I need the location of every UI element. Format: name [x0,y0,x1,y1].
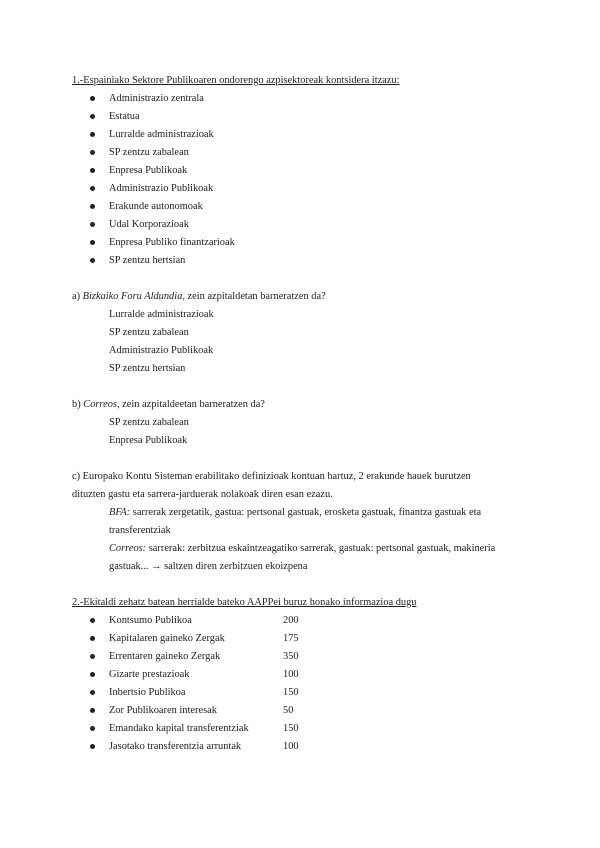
row-value: 150 [283,723,299,734]
list-item: Enpresa Publikoak [90,162,534,180]
row-label: Zor Publikoaren interesak [90,702,283,720]
row-value: 50 [283,705,294,716]
list-item: Erakunde autonomoak [90,198,534,216]
row-label: Inbertsio Publikoa [90,684,283,702]
subsector-list [72,90,534,270]
list-item: SP zentzu zabalean [90,144,534,162]
row-value: 350 [283,651,299,662]
list-item: Enpresa Publiko finantzarioak [90,234,534,252]
answer-line: Lurralde administrazioak [109,309,214,320]
list-item: Lurralde administrazioak [90,126,534,144]
section1-heading: 1.-Espainiako Sektore Publikoaren ondorengo azpisektoreak kontsidera itzazu: [72,75,400,86]
aapp-data-table [90,612,343,756]
answer-line: SP zentzu zabalean [109,417,189,428]
table-row [90,648,343,666]
correos-answer [109,540,534,558]
question-a [72,288,534,306]
row-value: 175 [283,633,299,644]
table-row [90,702,343,720]
answer-b-block [72,414,534,450]
list-item: Administrazio zentrala [90,90,534,108]
answer-line: SP zentzu zabalean [109,327,189,338]
list-item: SP zentzu hertsian [90,252,534,270]
answer-line: SP zentzu hertsian [109,363,186,374]
table-row [90,720,343,738]
bfa-label: BFA: [109,507,131,518]
bfa-answer [109,504,534,522]
correos-text: sarrerak: zerbitzua eskaintzeagatiko sarrerak, gastuak: pertsonal gastuak, makineria [146,543,496,554]
correos-label: Correos: [109,543,147,554]
table-row [90,666,343,684]
row-label: Kapitalaren gaineko Zergak [90,630,283,648]
row-label: Errentaren gaineko Zergak [90,648,283,666]
question-a-text: zein azpitaldetan barneratzen da? [184,291,326,302]
bfa-text: sarrerak zergetatik, gastua: pertsonal gastuak, erosketa gastuak, finantza gastuak eta [130,507,482,518]
row-label: Emandako kapital transferentziak [90,720,283,738]
answer-c-block [72,504,534,576]
question-a-subject: Bizkaiko Foru Aldundia, [82,291,185,302]
row-value: 150 [283,687,299,698]
question-b-prefix: b) [72,399,84,410]
row-value: 200 [283,615,299,626]
row-label: Jasotako transferentzia arruntak [90,738,283,756]
question-c-line2: dituzten gastu eta sarrera-jarduerak nolakoak diren esan ezazu. [72,489,333,500]
row-value: 100 [283,741,299,752]
table-row [90,738,343,756]
answer-a-block [72,306,534,378]
table-row [90,630,343,648]
question-a-prefix: a) [72,291,83,302]
table-row [90,684,343,702]
correos-answer-cont: gastuak... → saltzen diren zerbitzuen ekoizpena [109,561,308,572]
row-label: Kontsumo Publikoa [90,612,283,630]
question-c-line1: c) Europako Kontu Sisteman erabilitako definizioak kontuan hartuz, 2 erakunde hauek burutzen [72,471,471,482]
answer-line: Administrazio Publikoak [109,345,214,356]
table-row [90,612,343,630]
section2-heading: 2.-Ekitaldi zehatz batean herrialde bateko AAPPei buruz honako informazioa dugu [72,597,417,608]
list-item: Udal Korporazioak [90,216,534,234]
row-value: 100 [283,669,299,680]
row-label: Gizarte prestazioak [90,666,283,684]
answer-line: Enpresa Publikoak [109,435,188,446]
bfa-answer-cont: transferentziak [109,525,171,536]
question-b-subject: Correos, [83,399,120,410]
question-b-text: zein azpitaldeetan barneratzen da? [119,399,265,410]
list-item: Administrazio Publikoak [90,180,534,198]
question-b [72,396,534,414]
list-item: Estatua [90,108,534,126]
